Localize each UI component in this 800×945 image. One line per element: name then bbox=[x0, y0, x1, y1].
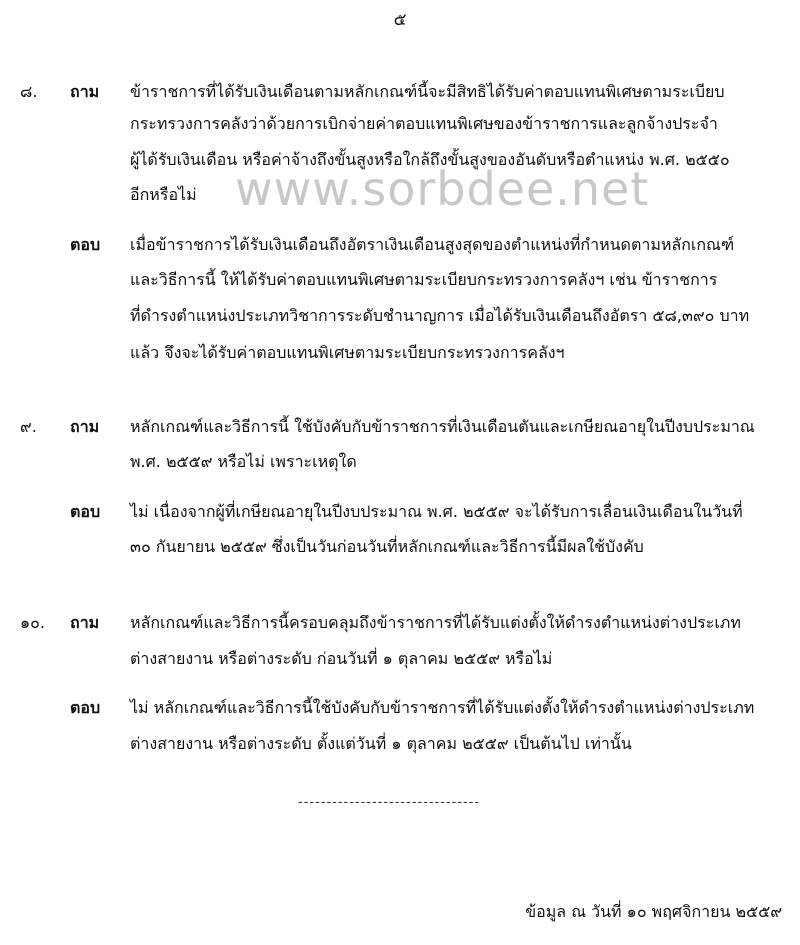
page-number: ๕ bbox=[393, 10, 407, 30]
question-line: หลักเกณฑ์และวิธีการนี้ ใช้บังคับกับข้าราชการที่เงินเดือนตันและเกษียณอายุในปีงบประมาณ bbox=[130, 417, 755, 436]
separator-line: -------------------------------- bbox=[298, 795, 481, 810]
question-line: พ.ศ. ๒๕๕๙ หรือไม่ เพราะเหตุใด bbox=[130, 452, 357, 471]
question-line: ผู้ได้รับเงินเดือน หรือค่าจ้างถึงขั้นสูงหรือใกล้ถึงขั้นสูงของอันดับหรือตำแหน่ง พ.ศ. ๒๕๕๐ bbox=[130, 150, 730, 169]
item-number: ๘. bbox=[20, 82, 38, 101]
answer-label: ตอบ bbox=[70, 698, 101, 717]
answer-line: แล้ว จึงจะได้รับค่าตอบแทนพิเศษตามระเบียบกระทรวงการคลังฯ bbox=[130, 343, 565, 362]
answer-line: ไม่ เนื่องจากผู้ที่เกษียณอายุในปีงบประมาณ พ.ศ. ๒๕๕๙ จะได้รับการเลื่อนเงินเดือนในวันที่ bbox=[130, 502, 743, 521]
question-label: ถาม bbox=[70, 417, 100, 436]
answer-line: ไม่ หลักเกณฑ์และวิธีการนี้ใช้บังคับกับข้าราชการที่ได้รับแต่งตั้งให้ดำรงตำแหน่งต่างประเภท bbox=[130, 698, 755, 717]
question-line: กระทรวงการคลังว่าด้วยการเบิกจ่ายค่าตอบแทนพิเศษของข้าราชการและลูกจ้างประจำ bbox=[130, 114, 718, 133]
answer-label: ตอบ bbox=[70, 502, 101, 521]
question-label: ถาม bbox=[70, 613, 100, 632]
answer-line: ต่างสายงาน หรือต่างระดับ ตั้งแต่วันที่ ๑ ตุลาคม ๒๕๕๙ เป็นต้นไป เท่านั้น bbox=[130, 734, 632, 753]
answer-line: และวิธีการนี้ ให้ได้รับค่าตอบแทนพิเศษตามระเบียบกระทรวงการคลังฯ เช่น ข้าราชการ bbox=[130, 270, 718, 289]
question-label: ถาม bbox=[70, 82, 100, 101]
question-line: หลักเกณฑ์และวิธีการนี้ครอบคลุมถึงข้าราชการที่ได้รับแต่งตั้งให้ดำรงตำแหน่งต่างประเภท bbox=[130, 613, 741, 632]
item-number: ๙. bbox=[20, 417, 37, 436]
answer-line: ๓๐ กันยายน ๒๕๕๙ ซึ่งเป็นวันก่อนวันที่หลักเกณฑ์และวิธีการนี้มีผลใช้บังคับ bbox=[130, 537, 644, 556]
footer-date: ข้อมูล ณ วันที่ ๑๐ พฤศจิกายน ๒๕๕๙ bbox=[525, 902, 782, 921]
question-line: อีกหรือไม่ bbox=[130, 185, 197, 204]
answer-label: ตอบ bbox=[70, 235, 101, 254]
watermark: www.sorbdee.net bbox=[235, 162, 650, 216]
question-line: ต่างสายงาน หรือต่างระดับ ก่อนวันที่ ๑ ตุลาคม ๒๕๕๙ หรือไม่ bbox=[130, 649, 553, 668]
item-number: ๑๐. bbox=[20, 613, 46, 632]
question-line: ข้าราชการที่ได้รับเงินเดือนตามหลักเกณฑ์นี้จะมีสิทธิได้รับค่าตอบแทนพิเศษตามระเบียบ bbox=[130, 82, 725, 101]
answer-line: เมื่อข้าราชการได้รับเงินเดือนถึงอัตราเงินเดือนสูงสุดของตำแหน่งที่กำหนดตามหลักเกณฑ์ bbox=[130, 235, 735, 254]
answer-line: ที่ดำรงตำแหน่งประเภทวิชาการระดับชำนาญการ เมื่อได้รับเงินเดือนถึงอัตรา ๕๘,๓๙๐ บาท bbox=[130, 306, 750, 325]
